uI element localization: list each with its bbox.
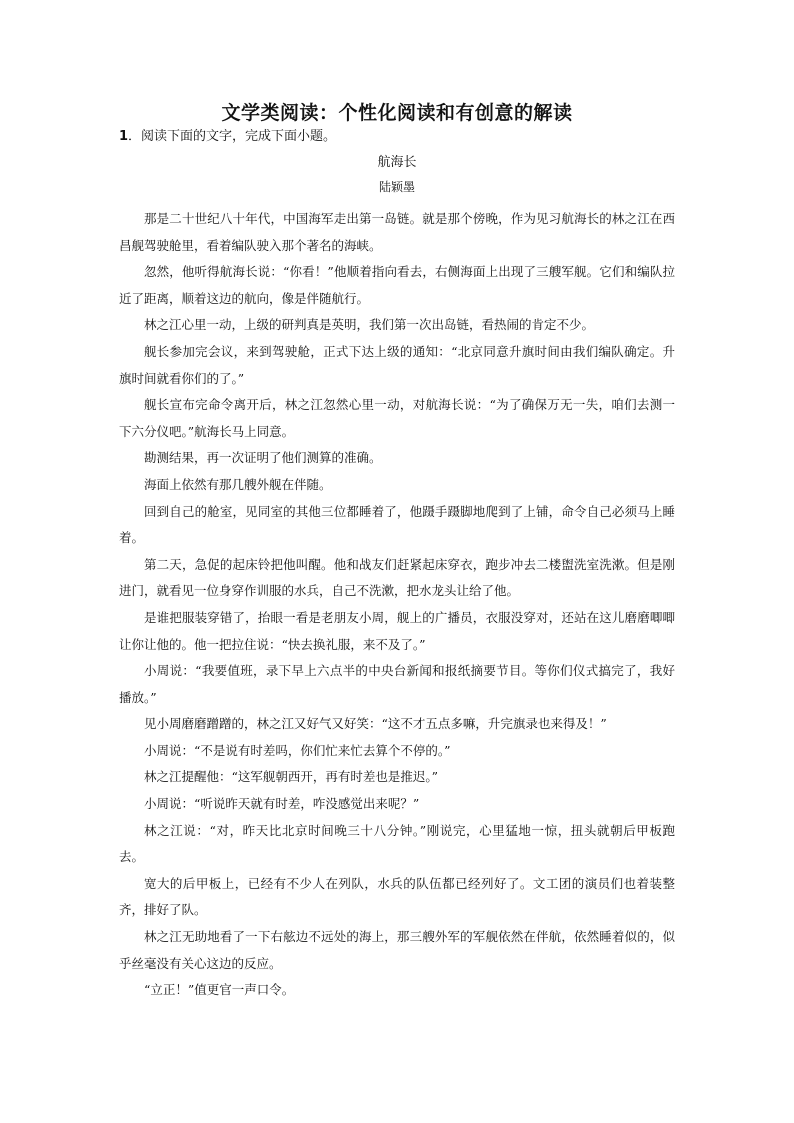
paragraph: 是谁把服装穿错了，抬眼一看是老朋友小周，舰上的广播员，衣服没穿对，还站在这儿磨磨唧唧让你让他的。他一把拉住说：“快去换礼服，来不及了。” xyxy=(119,609,675,652)
paragraph: 小周说：“听说昨天就有时差，咋没感觉出来呢？” xyxy=(144,796,420,812)
paragraph: 舰长参加完会议，来到驾驶舱，正式下达上级的通知：“北京同意升旗时间由我们编队确定。升旗时间就看你们的了。” xyxy=(119,343,675,386)
paragraph: 回到自己的舱室，见同室的其他三位都睡着了，他蹑手蹑脚地爬到了上铺，命令自己必须马上睡着。 xyxy=(119,503,675,546)
paragraph: 林之江提醒他：“这军舰朝西开，再有时差也是推迟。” xyxy=(144,769,439,785)
paragraph: 勘测结果，再一次证明了他们测算的准确。 xyxy=(144,450,382,466)
question-prompt xyxy=(119,125,336,144)
paragraph: “立正！”值更官一声口令。 xyxy=(144,982,295,998)
paragraph: 第二天，急促的起床铃把他叫醒。他和战友们赶紧起床穿衣，跑步冲去二楼盥洗室洗漱。但是刚进门，就看见一位身穿作训服的水兵，自己不洗漱，把水龙头让给了他。 xyxy=(119,556,675,599)
paragraph: 小周说：“不是说有时差吗，你们忙来忙去算个不停的。” xyxy=(144,742,451,758)
paragraph: 小周说：“我要值班，录下早上六点半的中央台新闻和报纸摘要节目。等你们仪式搞完了，我好播放。” xyxy=(119,663,675,705)
page-title: 文学类阅读：个性化阅读和有创意的解读 xyxy=(221,102,573,124)
story-title: 航海长 xyxy=(377,155,417,170)
question-number: 1 xyxy=(119,129,129,144)
paragraph: 林之江心里一动，上级的研判真是英明，我们第一次出岛链，看热闹的肯定不少。 xyxy=(144,317,595,333)
paragraph: 那是二十世纪八十年代，中国海军走出第一岛链。就是那个傍晚，作为见习航海长的林之江在西昌舰驾驶舱里，看着编队驶入那个著名的海峡。 xyxy=(119,211,675,253)
paragraph: 海面上依然有那几艘外舰在伴随。 xyxy=(144,476,332,492)
question-text: ．阅读下面的文字，完成下面小题。 xyxy=(128,129,337,144)
paragraph: 见小周磨磨蹭蹭的，林之江又好气又好笑：“这不才五点多嘛，升完旗录也来得及！” xyxy=(144,716,607,732)
paragraph: 忽然，他听得航海长说：“你看！”他顺着指向看去，右侧海面上出现了三艘军舰。它们和编队拉近了距离，顺着这边的航向，像是伴随航行。 xyxy=(119,264,675,306)
paragraph: 林之江说：“对，昨天比北京时间晚三十八分钟。”刚说完，心里猛地一惊，扭头就朝后甲板跑去。 xyxy=(119,822,675,865)
paragraph: 宽大的后甲板上，已经有不少人在列队，水兵的队伍都已经列好了。文工团的演员们也着装整齐，排好了队。 xyxy=(119,875,675,918)
paragraph: 林之江无助地看了一下右舷边不远处的海上，那三艘外军的军舰依然在伴航，依然睡着似的，似乎丝毫没有关心这边的反应。 xyxy=(119,929,675,971)
story-body xyxy=(119,206,675,1004)
story-author: 陆颖墨 xyxy=(378,180,415,194)
paragraph: 舰长宣布完命令离开后，林之江忽然心里一动，对航海长说：“为了确保万无一失，咱们去测一下六分仪吧。”航海长马上同意。 xyxy=(119,397,675,439)
